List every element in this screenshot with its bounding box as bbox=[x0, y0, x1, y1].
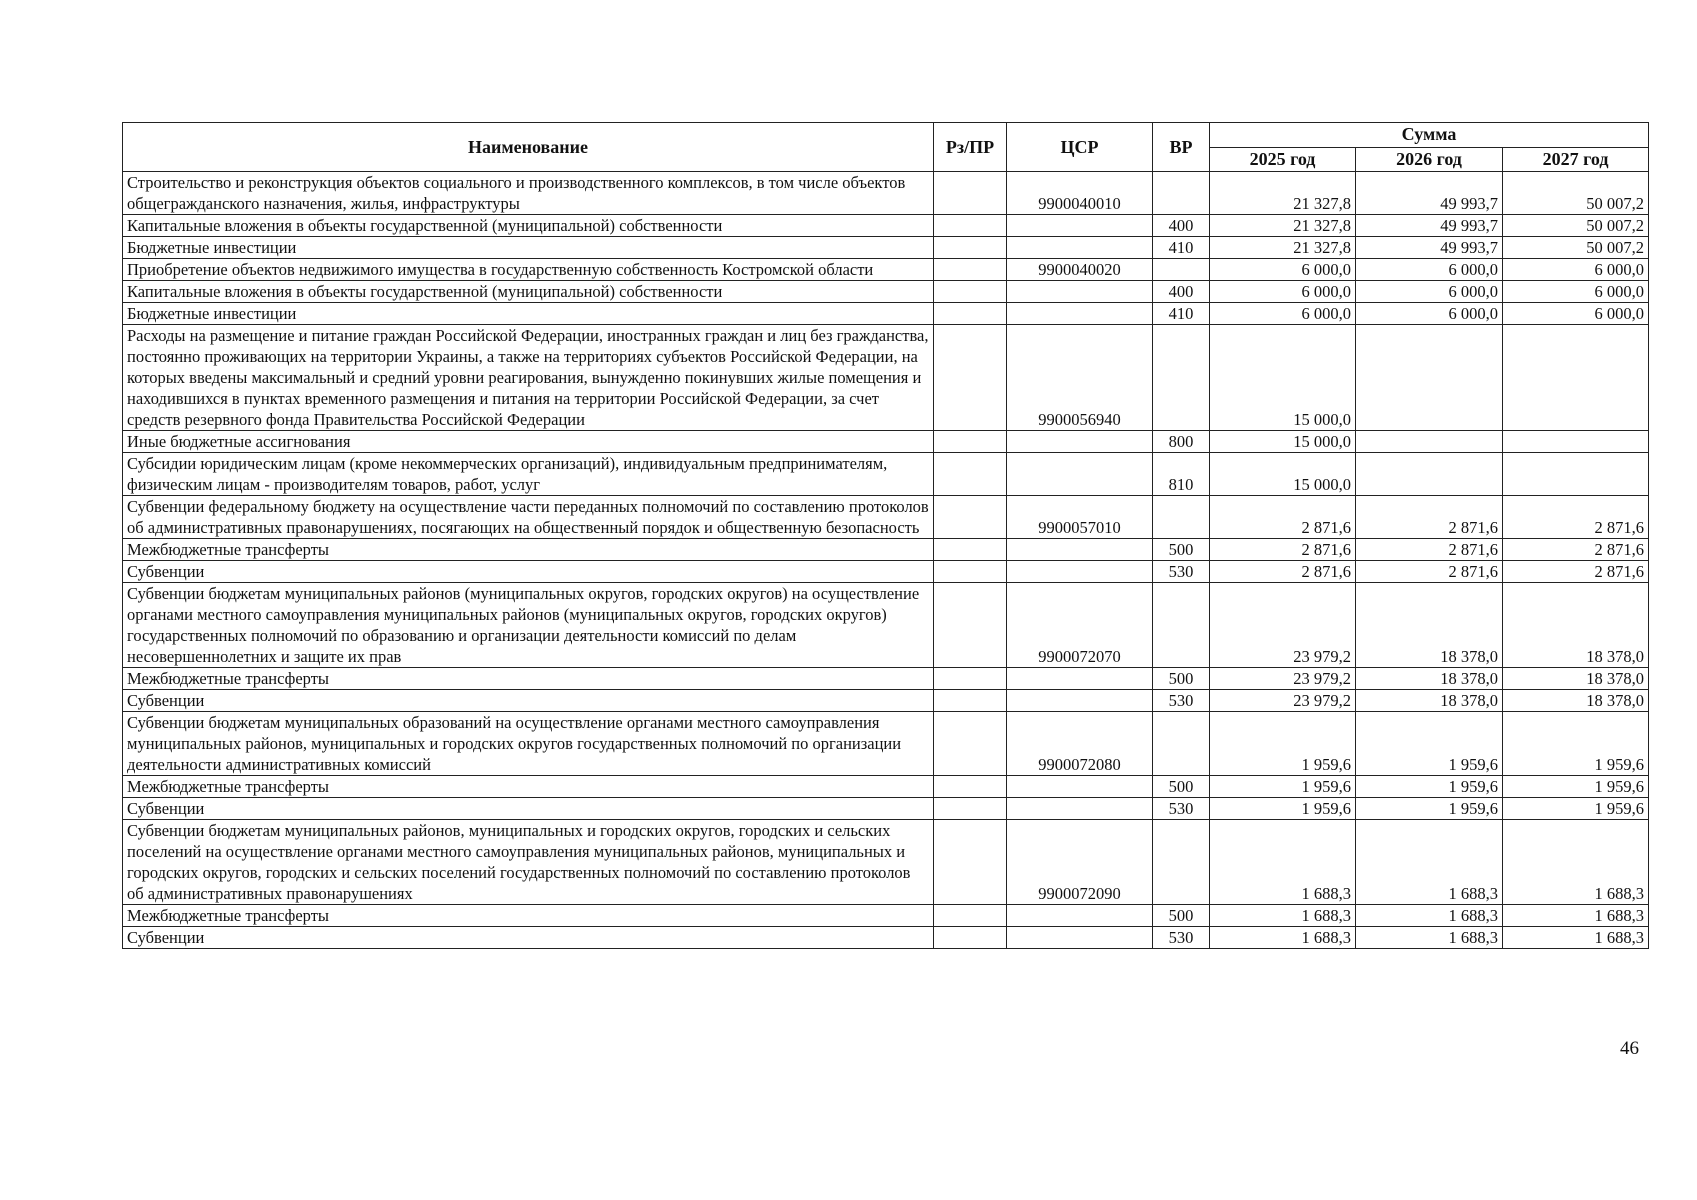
cell-vr: 530 bbox=[1153, 798, 1210, 820]
cell-2025: 1 959,6 bbox=[1210, 776, 1356, 798]
cell-2025: 23 979,2 bbox=[1210, 668, 1356, 690]
cell-2026 bbox=[1356, 453, 1503, 496]
table-row bbox=[123, 303, 1649, 325]
header-vr: ВР bbox=[1153, 123, 1210, 172]
cell-rz bbox=[934, 281, 1007, 303]
cell-2027: 1 688,3 bbox=[1503, 905, 1649, 927]
cell-2025: 21 327,8 bbox=[1210, 215, 1356, 237]
cell-vr bbox=[1153, 820, 1210, 905]
table-row bbox=[123, 820, 1649, 905]
table-row bbox=[123, 927, 1649, 949]
cell-csr bbox=[1007, 927, 1153, 949]
cell-vr: 400 bbox=[1153, 215, 1210, 237]
header-name: Наименование bbox=[123, 123, 934, 172]
cell-vr: 800 bbox=[1153, 431, 1210, 453]
cell-2027: 1 959,6 bbox=[1503, 798, 1649, 820]
cell-csr bbox=[1007, 303, 1153, 325]
cell-2026 bbox=[1356, 325, 1503, 431]
cell-2027 bbox=[1503, 325, 1649, 431]
cell-2025: 2 871,6 bbox=[1210, 561, 1356, 583]
cell-rz bbox=[934, 453, 1007, 496]
cell-2027: 1 959,6 bbox=[1503, 776, 1649, 798]
cell-vr: 500 bbox=[1153, 905, 1210, 927]
cell-vr bbox=[1153, 712, 1210, 776]
cell-2027: 50 007,2 bbox=[1503, 172, 1649, 215]
cell-2026: 18 378,0 bbox=[1356, 668, 1503, 690]
cell-2026: 2 871,6 bbox=[1356, 561, 1503, 583]
table-row bbox=[123, 281, 1649, 303]
cell-rz bbox=[934, 712, 1007, 776]
cell-2026: 1 959,6 bbox=[1356, 798, 1503, 820]
cell-name: Капитальные вложения в объекты государственной (муниципальной) собственности bbox=[123, 215, 934, 237]
cell-2026: 1 688,3 bbox=[1356, 905, 1503, 927]
cell-rz bbox=[934, 431, 1007, 453]
cell-vr: 500 bbox=[1153, 539, 1210, 561]
cell-2026: 6 000,0 bbox=[1356, 303, 1503, 325]
cell-csr bbox=[1007, 281, 1153, 303]
cell-name: Бюджетные инвестиции bbox=[123, 237, 934, 259]
table-row bbox=[123, 905, 1649, 927]
cell-2026: 18 378,0 bbox=[1356, 583, 1503, 668]
cell-2027: 6 000,0 bbox=[1503, 259, 1649, 281]
cell-csr: 9900040020 bbox=[1007, 259, 1153, 281]
table-row bbox=[123, 798, 1649, 820]
cell-2025: 21 327,8 bbox=[1210, 172, 1356, 215]
cell-name: Приобретение объектов недвижимого имущества в государственную собственность Костромской области bbox=[123, 259, 934, 281]
table-row bbox=[123, 583, 1649, 668]
table-header bbox=[123, 123, 1649, 172]
cell-name: Межбюджетные трансферты bbox=[123, 776, 934, 798]
cell-csr bbox=[1007, 690, 1153, 712]
table-row bbox=[123, 496, 1649, 539]
cell-2025: 1 959,6 bbox=[1210, 712, 1356, 776]
cell-2026: 6 000,0 bbox=[1356, 281, 1503, 303]
cell-rz bbox=[934, 325, 1007, 431]
cell-2027: 18 378,0 bbox=[1503, 668, 1649, 690]
table-row bbox=[123, 215, 1649, 237]
cell-name: Субвенции бюджетам муниципальных районов, муниципальных и городских округов, городских и сельских поселений на осуществление органами местного самоуправления муниципальных районов, муниципальных и городских округов, городских и сельских поселений государственных полномочий по составлению протоколов об административных правонарушениях bbox=[123, 820, 934, 905]
cell-2025: 1 688,3 bbox=[1210, 927, 1356, 949]
cell-2025: 6 000,0 bbox=[1210, 281, 1356, 303]
cell-csr: 9900056940 bbox=[1007, 325, 1153, 431]
cell-2026: 49 993,7 bbox=[1356, 215, 1503, 237]
cell-csr bbox=[1007, 215, 1153, 237]
cell-rz bbox=[934, 776, 1007, 798]
header-year-2027: 2027 год bbox=[1503, 147, 1649, 172]
cell-rz bbox=[934, 905, 1007, 927]
cell-name: Субвенции бюджетам муниципальных образований на осуществление органами местного самоуправления муниципальных районов, муниципальных и городских округов государственных полномочий по организации деятельности административных комиссий bbox=[123, 712, 934, 776]
cell-csr bbox=[1007, 668, 1153, 690]
cell-csr bbox=[1007, 905, 1153, 927]
page-number: 46 bbox=[1620, 1038, 1639, 1059]
cell-name: Расходы на размещение и питание граждан Российской Федерации, иностранных граждан и лиц без гражданства, постоянно проживающих на территории Украины, а также на территориях субъектов Российской Федерации, на которых введены максимальный и средний уровни реагирования, вынужденно покинувших жилые помещения и находившихся в пунктах временного размещения и питания на территории Российской Федерации, за счет средств резервного фонда Правительства Российской Федерации bbox=[123, 325, 934, 431]
cell-vr bbox=[1153, 496, 1210, 539]
cell-2027: 6 000,0 bbox=[1503, 281, 1649, 303]
cell-rz bbox=[934, 561, 1007, 583]
table-row bbox=[123, 668, 1649, 690]
table-row bbox=[123, 539, 1649, 561]
table-row bbox=[123, 325, 1649, 431]
header-sum: Сумма bbox=[1210, 123, 1649, 148]
header-year-2025: 2025 год bbox=[1210, 147, 1356, 172]
cell-csr bbox=[1007, 776, 1153, 798]
cell-name: Межбюджетные трансферты bbox=[123, 905, 934, 927]
header-year-2026: 2026 год bbox=[1356, 147, 1503, 172]
cell-vr bbox=[1153, 259, 1210, 281]
cell-vr: 810 bbox=[1153, 453, 1210, 496]
cell-name: Субсидии юридическим лицам (кроме некоммерческих организаций), индивидуальным предпринимателям, физическим лицам - производителям товаров, работ, услуг bbox=[123, 453, 934, 496]
cell-2025: 1 688,3 bbox=[1210, 905, 1356, 927]
table-row bbox=[123, 561, 1649, 583]
cell-2026: 1 959,6 bbox=[1356, 776, 1503, 798]
table-row bbox=[123, 712, 1649, 776]
cell-2027: 1 688,3 bbox=[1503, 820, 1649, 905]
cell-rz bbox=[934, 259, 1007, 281]
cell-2026: 1 688,3 bbox=[1356, 927, 1503, 949]
cell-rz bbox=[934, 215, 1007, 237]
cell-vr: 400 bbox=[1153, 281, 1210, 303]
cell-rz bbox=[934, 820, 1007, 905]
cell-csr: 9900072080 bbox=[1007, 712, 1153, 776]
cell-vr: 410 bbox=[1153, 303, 1210, 325]
cell-name: Субвенции федеральному бюджету на осуществление части переданных полномочий по составлению протоколов об административных правонарушениях, посягающих на общественный порядок и общественную безопасность bbox=[123, 496, 934, 539]
cell-name: Межбюджетные трансферты bbox=[123, 668, 934, 690]
cell-name: Иные бюджетные ассигнования bbox=[123, 431, 934, 453]
cell-rz bbox=[934, 668, 1007, 690]
cell-2027: 1 688,3 bbox=[1503, 927, 1649, 949]
cell-2027: 18 378,0 bbox=[1503, 583, 1649, 668]
header-rz: Рз/ПР bbox=[934, 123, 1007, 172]
cell-csr: 9900057010 bbox=[1007, 496, 1153, 539]
cell-2026: 2 871,6 bbox=[1356, 496, 1503, 539]
cell-vr: 530 bbox=[1153, 561, 1210, 583]
cell-2026: 1 688,3 bbox=[1356, 820, 1503, 905]
cell-2026: 6 000,0 bbox=[1356, 259, 1503, 281]
cell-vr bbox=[1153, 583, 1210, 668]
cell-rz bbox=[934, 496, 1007, 539]
cell-2026: 49 993,7 bbox=[1356, 237, 1503, 259]
cell-2027: 50 007,2 bbox=[1503, 237, 1649, 259]
cell-2025: 1 959,6 bbox=[1210, 798, 1356, 820]
cell-2026: 18 378,0 bbox=[1356, 690, 1503, 712]
cell-name: Межбюджетные трансферты bbox=[123, 539, 934, 561]
cell-2025: 2 871,6 bbox=[1210, 496, 1356, 539]
cell-2025: 21 327,8 bbox=[1210, 237, 1356, 259]
cell-2025: 15 000,0 bbox=[1210, 431, 1356, 453]
cell-name: Субвенции bbox=[123, 561, 934, 583]
cell-csr bbox=[1007, 453, 1153, 496]
cell-name: Субвенции bbox=[123, 690, 934, 712]
cell-vr: 500 bbox=[1153, 776, 1210, 798]
cell-csr bbox=[1007, 539, 1153, 561]
cell-2027: 6 000,0 bbox=[1503, 303, 1649, 325]
cell-2026 bbox=[1356, 431, 1503, 453]
cell-vr bbox=[1153, 172, 1210, 215]
table-row bbox=[123, 259, 1649, 281]
cell-name: Строительство и реконструкция объектов социального и производственного комплексов, в том числе объектов общегражданского назначения, жилья, инфраструктуры bbox=[123, 172, 934, 215]
cell-csr bbox=[1007, 237, 1153, 259]
cell-2027: 2 871,6 bbox=[1503, 561, 1649, 583]
cell-name: Бюджетные инвестиции bbox=[123, 303, 934, 325]
cell-vr: 410 bbox=[1153, 237, 1210, 259]
cell-2027: 2 871,6 bbox=[1503, 496, 1649, 539]
table-row bbox=[123, 431, 1649, 453]
cell-vr: 530 bbox=[1153, 927, 1210, 949]
cell-csr: 9900072090 bbox=[1007, 820, 1153, 905]
cell-2027: 50 007,2 bbox=[1503, 215, 1649, 237]
cell-rz bbox=[934, 927, 1007, 949]
cell-2027: 18 378,0 bbox=[1503, 690, 1649, 712]
cell-rz bbox=[934, 798, 1007, 820]
cell-csr bbox=[1007, 431, 1153, 453]
cell-2025: 23 979,2 bbox=[1210, 583, 1356, 668]
cell-2025: 15 000,0 bbox=[1210, 325, 1356, 431]
cell-2027 bbox=[1503, 453, 1649, 496]
cell-rz bbox=[934, 583, 1007, 668]
cell-csr: 9900040010 bbox=[1007, 172, 1153, 215]
table-row bbox=[123, 776, 1649, 798]
cell-2025: 23 979,2 bbox=[1210, 690, 1356, 712]
cell-name: Субвенции bbox=[123, 798, 934, 820]
table-row bbox=[123, 453, 1649, 496]
cell-2027: 2 871,6 bbox=[1503, 539, 1649, 561]
cell-2025: 6 000,0 bbox=[1210, 259, 1356, 281]
cell-2026: 1 959,6 bbox=[1356, 712, 1503, 776]
cell-rz bbox=[934, 303, 1007, 325]
cell-2026: 2 871,6 bbox=[1356, 539, 1503, 561]
cell-csr: 9900072070 bbox=[1007, 583, 1153, 668]
cell-csr bbox=[1007, 798, 1153, 820]
header-row-top bbox=[123, 123, 1649, 148]
table-body bbox=[123, 172, 1649, 949]
cell-name: Субвенции bbox=[123, 927, 934, 949]
budget-table bbox=[122, 122, 1649, 949]
cell-2027 bbox=[1503, 431, 1649, 453]
cell-vr: 530 bbox=[1153, 690, 1210, 712]
cell-rz bbox=[934, 690, 1007, 712]
cell-2027: 1 959,6 bbox=[1503, 712, 1649, 776]
table-row bbox=[123, 690, 1649, 712]
cell-rz bbox=[934, 172, 1007, 215]
cell-2026: 49 993,7 bbox=[1356, 172, 1503, 215]
cell-2025: 1 688,3 bbox=[1210, 820, 1356, 905]
cell-name: Капитальные вложения в объекты государственной (муниципальной) собственности bbox=[123, 281, 934, 303]
cell-csr bbox=[1007, 561, 1153, 583]
table-row bbox=[123, 172, 1649, 215]
cell-2025: 15 000,0 bbox=[1210, 453, 1356, 496]
header-csr: ЦСР bbox=[1007, 123, 1153, 172]
cell-name: Субвенции бюджетам муниципальных районов (муниципальных округов, городских округов) на осуществление органами местного самоуправления муниципальных районов (муниципальных округов, городских округов) государственных полномочий по образованию и организации деятельности комиссий по делам несовершеннолетних и защите их прав bbox=[123, 583, 934, 668]
cell-vr bbox=[1153, 325, 1210, 431]
cell-2025: 2 871,6 bbox=[1210, 539, 1356, 561]
cell-rz bbox=[934, 237, 1007, 259]
cell-vr: 500 bbox=[1153, 668, 1210, 690]
cell-rz bbox=[934, 539, 1007, 561]
table-row bbox=[123, 237, 1649, 259]
cell-2025: 6 000,0 bbox=[1210, 303, 1356, 325]
